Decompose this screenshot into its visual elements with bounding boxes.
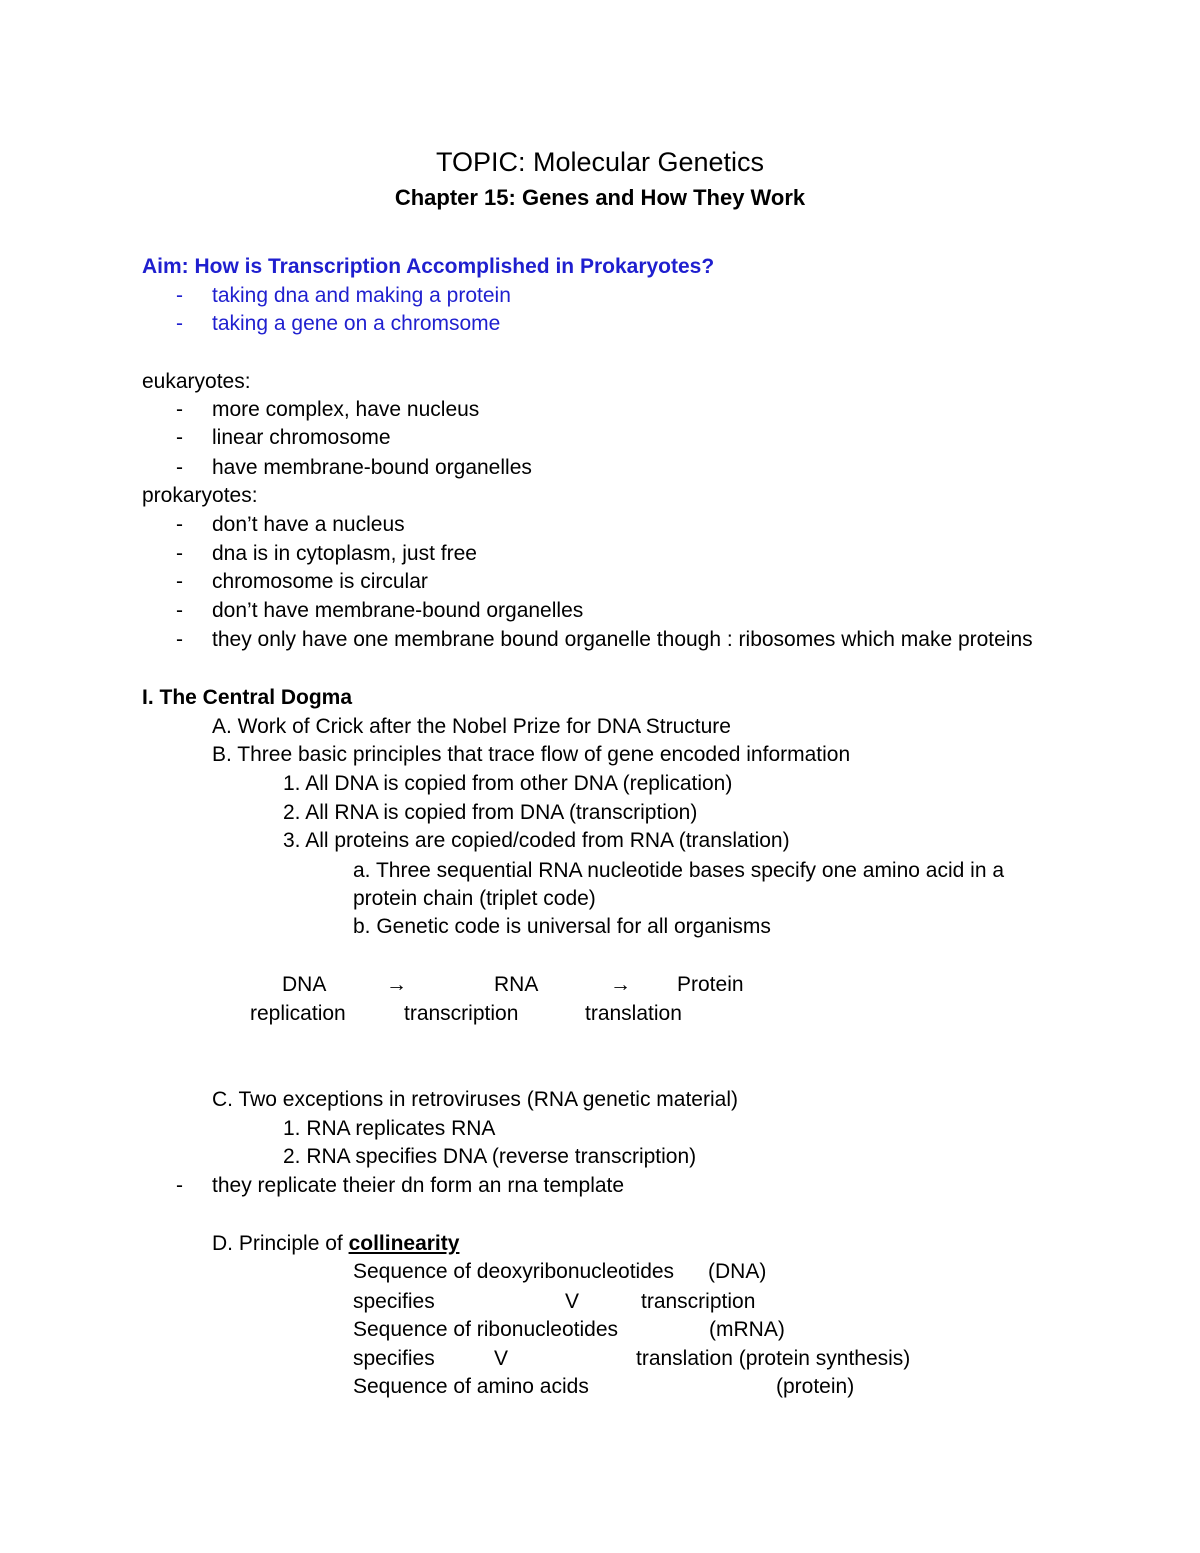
flow-replication: replication [250,1002,346,1025]
outline-note: they replicate theier dn form an rna template [212,1174,625,1197]
eukaryotes-label: eukaryotes: [142,370,251,393]
aim-heading: Aim: How is Transcription Accomplished in Prokaryotes? [142,255,715,278]
collinearity-line: Sequence of deoxyribonucleotides [353,1260,675,1283]
flow-rna: RNA [494,973,539,996]
outline-item-b2: 2. All RNA is copied from DNA (transcription) [283,801,698,824]
collinearity-product: (mRNA) [709,1318,785,1341]
collinearity-product: (protein) [776,1375,855,1398]
collinearity-line: specifies [353,1347,435,1370]
outline-item-b1: 1. All DNA is copied from other DNA (replication) [283,772,733,795]
outline-item-c: C. Two exceptions in retroviruses (RNA genetic material) [212,1088,738,1111]
outline-item-c2: 2. RNA specifies DNA (reverse transcription) [283,1145,697,1168]
eukaryotes-bullet: have membrane-bound organelles [212,456,532,479]
flow-arrow-icon: → [386,973,407,996]
flow-translation: translation [585,1002,682,1025]
down-arrow-icon: V [494,1347,509,1370]
outline-item-b: B. Three basic principles that trace flow of gene encoded information [212,743,851,766]
collinearity-term: collinearity [348,1232,460,1255]
outline-item-a: A. Work of Crick after the Nobel Prize for DNA Structure [212,715,731,738]
collinearity-line: specifies [353,1290,435,1313]
outline-item-d [212,1231,459,1257]
eukaryotes-bullet: more complex, have nucleus [212,398,480,421]
eukaryotes-bullet-dash: - [176,426,183,449]
page-subtitle: Chapter 15: Genes and How They Work [394,185,806,210]
flow-transcription: transcription [404,1002,519,1025]
outline-item-b3a: a. Three sequential RNA nucleotide bases specify one amino acid in a [353,859,1005,882]
prokaryotes-bullet: dna is in cytoplasm, just free [212,542,477,565]
aim-bullet-dash: - [176,284,183,307]
prokaryotes-bullet: they only have one membrane bound organelle though : ribosomes which make proteins [212,628,1033,651]
outline-item-b3a-cont: protein chain (triplet code) [353,887,596,910]
prokaryotes-bullet: don’t have membrane-bound organelles [212,599,584,622]
collinearity-process: translation (protein synthesis) [636,1347,911,1370]
prokaryotes-bullet-dash: - [176,599,183,622]
aim-bullet: taking a gene on a chromsome [212,312,501,335]
flow-arrow-icon: → [610,973,631,996]
eukaryotes-bullet-dash: - [176,456,183,479]
outline-item-b3b: b. Genetic code is universal for all organisms [353,915,771,938]
collinearity-process: transcription [641,1290,756,1313]
outline-item-d-prefix: D. Principle of [212,1232,343,1255]
section-heading: I. The Central Dogma [142,686,353,709]
eukaryotes-bullet-dash: - [176,398,183,421]
aim-bullet: taking dna and making a protein [212,284,511,307]
flow-protein: Protein [677,973,744,996]
prokaryotes-bullet-dash: - [176,513,183,536]
prokaryotes-bullet-dash: - [176,570,183,593]
aim-bullet-dash: - [176,312,183,335]
prokaryotes-bullet-dash: - [176,628,183,651]
note-dash: - [176,1174,183,1197]
flow-dna: DNA [282,973,327,996]
collinearity-product: (DNA) [708,1260,767,1283]
eukaryotes-bullet: linear chromosome [212,426,391,449]
collinearity-line: Sequence of amino acids [353,1375,589,1398]
prokaryotes-bullet: don’t have a nucleus [212,513,405,536]
prokaryotes-label: prokaryotes: [142,484,258,507]
prokaryotes-bullet: chromosome is circular [212,570,428,593]
down-arrow-icon: V [565,1290,580,1313]
collinearity-line: Sequence of ribonucleotides [353,1318,619,1341]
outline-item-b3: 3. All proteins are copied/coded from RNA (translation) [283,829,790,852]
outline-item-c1: 1. RNA replicates RNA [283,1117,496,1140]
prokaryotes-bullet-dash: - [176,542,183,565]
page-title: TOPIC: Molecular Genetics [435,147,765,177]
